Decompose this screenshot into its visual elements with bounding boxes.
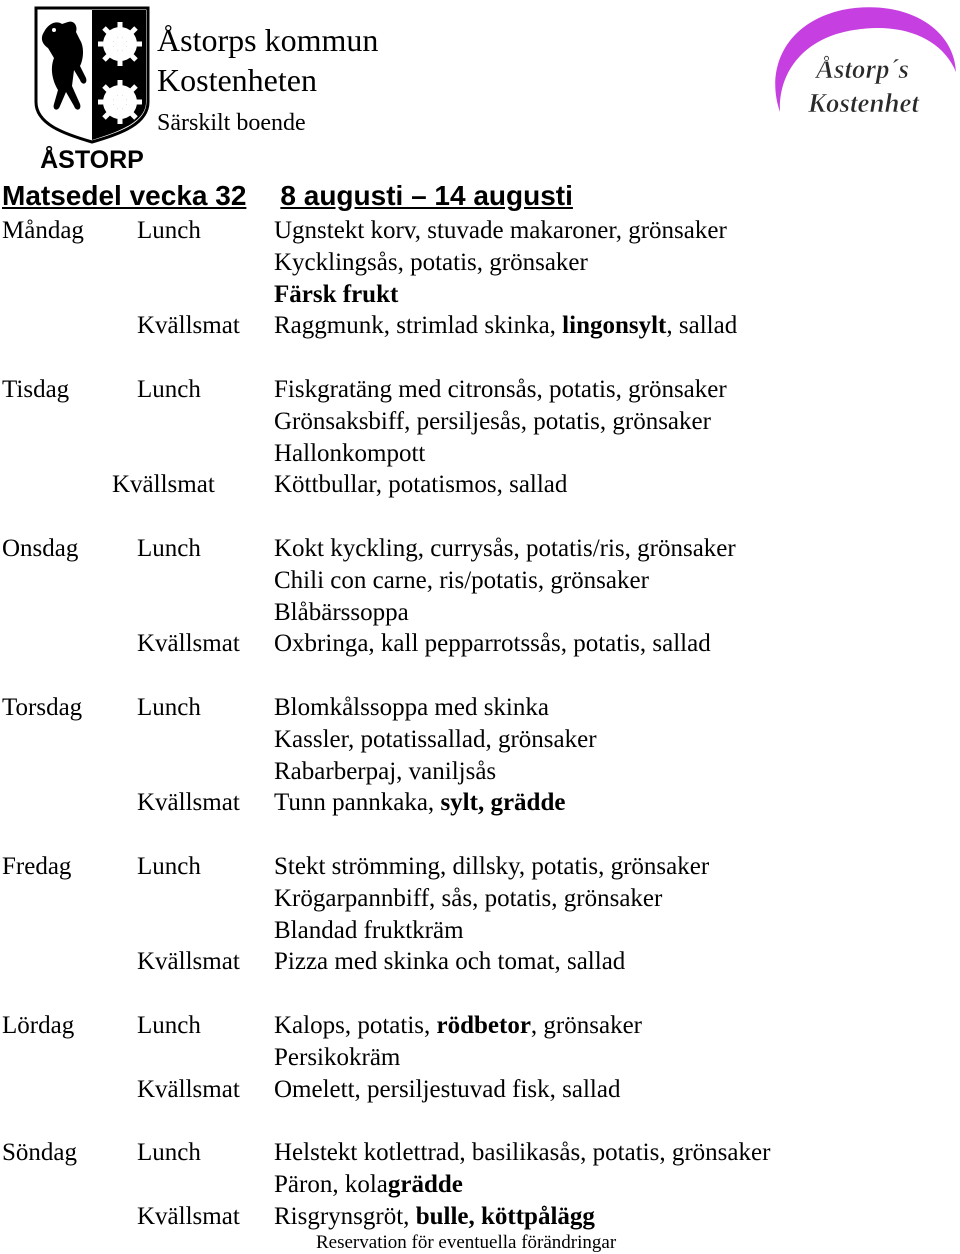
day-spacer bbox=[0, 1105, 960, 1137]
dish-text: Rabarberpaj, vaniljsås bbox=[274, 757, 497, 785]
logo-text-line1: Åstorp´s bbox=[816, 54, 910, 84]
dish-text: Kassler, potatissallad, grönsaker bbox=[274, 725, 597, 753]
day-spacer bbox=[0, 342, 960, 374]
day-name: Tisdag bbox=[2, 375, 70, 403]
day-name: Torsdag bbox=[2, 693, 83, 721]
menu-row bbox=[0, 374, 960, 406]
page-title bbox=[2, 178, 573, 214]
dish-text: Stekt strömming, dillsky, potatis, grönsaker bbox=[274, 852, 710, 880]
meal-type: Lunch bbox=[137, 1011, 201, 1039]
meal-type: Lunch bbox=[137, 1139, 201, 1167]
day-spacer bbox=[0, 501, 960, 533]
dish-description bbox=[274, 215, 727, 247]
dish-text: Raggmunk, strimlad skinka, bbox=[274, 312, 563, 340]
dish-description bbox=[274, 1201, 595, 1233]
menu-row bbox=[0, 692, 960, 724]
menu-row bbox=[0, 469, 960, 501]
dish-text: Oxbringa, kall pepparrotssås, potatis, sallad bbox=[274, 630, 711, 658]
menu-row bbox=[0, 628, 960, 660]
dish-text: Omelett, persiljestuvad fisk, sallad bbox=[274, 1075, 621, 1103]
dish-description bbox=[274, 247, 588, 279]
menu-row bbox=[0, 756, 960, 788]
disclaimer-footer: Reservation för eventuella förändringar bbox=[316, 1232, 617, 1253]
menu-row bbox=[0, 1010, 960, 1042]
dish-description bbox=[274, 915, 464, 947]
day-name: Söndag bbox=[2, 1139, 77, 1167]
meal-type: Kvällsmat bbox=[137, 789, 240, 817]
dish-text: Kalops, potatis, bbox=[274, 1011, 437, 1039]
unit-name: Särskilt boende bbox=[157, 110, 306, 136]
menu-row bbox=[0, 1042, 960, 1074]
menu-row bbox=[0, 215, 960, 247]
dish-description bbox=[274, 469, 567, 501]
dish-text: Grönsaksbiff, persiljesås, potatis, grönsaker bbox=[274, 407, 711, 435]
menu-row bbox=[0, 915, 960, 947]
day-block bbox=[0, 1137, 960, 1232]
dish-description bbox=[274, 756, 496, 788]
day-block bbox=[0, 851, 960, 978]
dish-description bbox=[274, 533, 736, 565]
menu-row bbox=[0, 310, 960, 342]
dish-highlight: lingonsylt bbox=[562, 312, 667, 340]
dish-description bbox=[274, 883, 662, 915]
meal-type: Lunch bbox=[137, 217, 201, 244]
menu-row bbox=[0, 787, 960, 819]
dish-text: Risgrynsgröt, bbox=[274, 1202, 416, 1230]
dish-description bbox=[274, 1169, 463, 1201]
dish-text: Helstekt kotlettrad, basilikasås, potatis, grönsaker bbox=[274, 1139, 771, 1167]
dish-highlight: rödbetor bbox=[436, 1011, 531, 1039]
meal-type: Kvällsmat bbox=[137, 948, 240, 976]
dish-text: Chili con carne, ris/potatis, grönsaker bbox=[274, 566, 649, 594]
day-block bbox=[0, 374, 960, 501]
day-name: Onsdag bbox=[2, 534, 79, 562]
dish-description bbox=[274, 597, 409, 629]
day-block bbox=[0, 692, 960, 819]
menu-row bbox=[0, 533, 960, 565]
dish-text: Blåbärssoppa bbox=[274, 598, 409, 626]
title-week: Matsedel vecka 32 bbox=[2, 180, 247, 211]
dish-description bbox=[274, 374, 727, 406]
menu-row bbox=[0, 438, 960, 470]
menu-row bbox=[0, 1074, 960, 1106]
department-name: Kostenheten bbox=[157, 62, 317, 98]
menu-row bbox=[0, 724, 960, 756]
dish-description bbox=[274, 628, 711, 660]
menu-row bbox=[0, 279, 960, 311]
menu-row bbox=[0, 565, 960, 597]
dish-text: Hallonkompott bbox=[274, 439, 426, 467]
day-block bbox=[0, 215, 960, 342]
day-name: Fredag bbox=[2, 852, 72, 880]
dish-highlight: sylt, grädde bbox=[440, 789, 566, 817]
organization-name bbox=[157, 20, 378, 138]
dish-text: Ugnstekt korv, stuvade makaroner, grönsaker bbox=[274, 217, 727, 244]
dish-text: Blandad fruktkräm bbox=[274, 916, 464, 944]
dish-description bbox=[274, 692, 549, 724]
kostenhet-logo bbox=[762, 2, 958, 152]
dish-description bbox=[274, 1042, 400, 1074]
dish-text: Blomkålssoppa med skinka bbox=[274, 693, 549, 721]
dish-description bbox=[274, 724, 597, 756]
dish-description bbox=[274, 787, 565, 819]
dish-text: , grönsaker bbox=[530, 1011, 642, 1039]
dish-highlight: Färsk frukt bbox=[274, 280, 399, 308]
astorp-crest-logo bbox=[30, 6, 154, 172]
crest-label: ÅSTORP bbox=[40, 146, 144, 172]
swoosh-logo-icon bbox=[762, 2, 958, 152]
meal-type: Lunch bbox=[137, 534, 201, 562]
menu-row bbox=[0, 597, 960, 629]
dish-description bbox=[274, 1074, 620, 1106]
dish-text: Kokt kyckling, currysås, potatis/ris, grönsaker bbox=[274, 534, 736, 562]
day-block bbox=[0, 533, 960, 660]
crest-shield-icon bbox=[30, 6, 154, 172]
meal-type: Kvällsmat bbox=[137, 1202, 240, 1230]
dish-text: Tunn pannkaka, bbox=[274, 789, 441, 817]
meal-type: Kvällsmat bbox=[137, 1075, 240, 1103]
weekly-menu bbox=[0, 215, 960, 1233]
dish-text: Pizza med skinka och tomat, sallad bbox=[274, 948, 626, 976]
dish-text: Päron, kola bbox=[274, 1170, 388, 1198]
menu-row bbox=[0, 851, 960, 883]
dish-text: Köttbullar, potatismos, sallad bbox=[274, 471, 568, 499]
day-name: Måndag bbox=[2, 217, 84, 244]
menu-row bbox=[0, 946, 960, 978]
logo-text-line2: Kostenhet bbox=[808, 88, 920, 118]
meal-type: Kvällsmat bbox=[137, 312, 240, 340]
dish-description bbox=[274, 310, 737, 342]
dish-description bbox=[274, 1137, 770, 1169]
municipality-name: Åstorps kommun bbox=[157, 22, 379, 58]
dish-description bbox=[274, 851, 709, 883]
meal-type: Lunch bbox=[137, 375, 201, 403]
menu-row bbox=[0, 406, 960, 438]
dish-highlight: bulle, köttpålägg bbox=[415, 1202, 595, 1230]
menu-row bbox=[0, 1201, 960, 1233]
dish-description bbox=[274, 438, 425, 470]
menu-row bbox=[0, 1169, 960, 1201]
day-spacer bbox=[0, 978, 960, 1010]
dish-description bbox=[274, 946, 625, 978]
menu-row bbox=[0, 1137, 960, 1169]
menu-row bbox=[0, 883, 960, 915]
meal-type: Kvällsmat bbox=[137, 630, 240, 658]
dish-text: Persikokräm bbox=[274, 1043, 401, 1071]
dish-text: Kycklingsås, potatis, grönsaker bbox=[274, 248, 588, 276]
meal-type: Lunch bbox=[137, 693, 201, 721]
dish-description bbox=[274, 279, 398, 311]
meal-type: Kvällsmat bbox=[112, 471, 215, 499]
day-spacer bbox=[0, 660, 960, 692]
title-dates: 8 augusti – 14 augusti bbox=[280, 180, 573, 211]
day-block bbox=[0, 1010, 960, 1105]
dish-description bbox=[274, 1010, 642, 1042]
dish-highlight: grädde bbox=[387, 1170, 463, 1198]
dish-text: Fiskgratäng med citronsås, potatis, grönsaker bbox=[274, 375, 727, 403]
dish-description bbox=[274, 565, 649, 597]
dish-description bbox=[274, 406, 711, 438]
day-name: Lördag bbox=[2, 1011, 75, 1039]
dish-text: Krögarpannbiff, sås, potatis, grönsaker bbox=[274, 884, 663, 912]
dish-text: , sallad bbox=[666, 312, 738, 340]
day-spacer bbox=[0, 819, 960, 851]
menu-row bbox=[0, 247, 960, 279]
meal-type: Lunch bbox=[137, 852, 201, 880]
